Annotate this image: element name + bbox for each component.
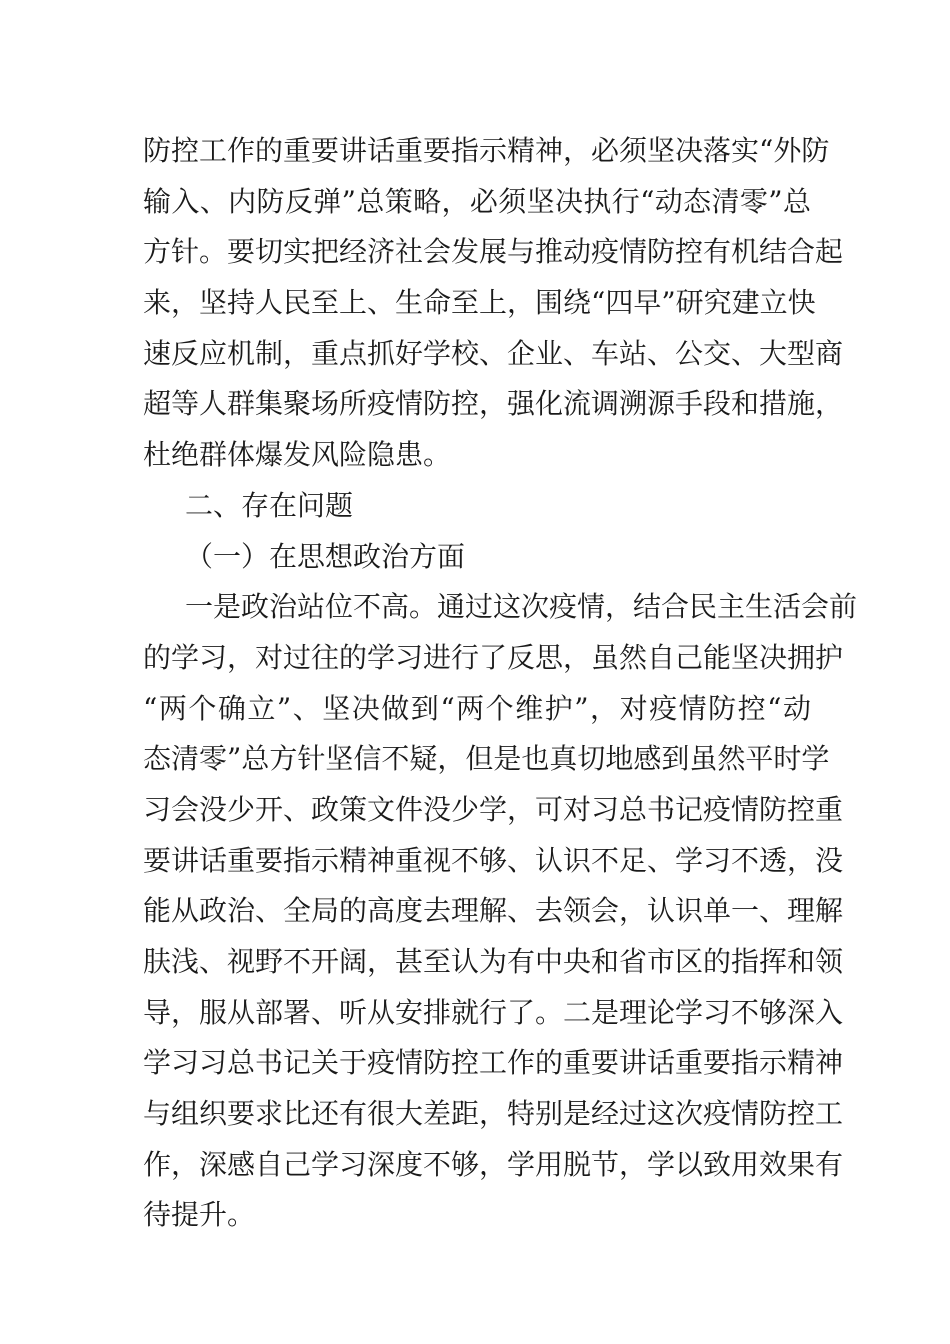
text-line: 防控工作的重要讲话重要指示精神，必须坚决落实“外防 — [143, 134, 830, 167]
text-line: 肤浅、视野不开阔，甚至认为有中央和省市区的指挥和领 — [143, 945, 844, 978]
text-line: 学习习总书记关于疫情防控工作的重要讲话重要指示精神 — [143, 1046, 844, 1080]
text-line: 的学习，对过往的学习进行了反思，虽然自己能坚决拥护 — [143, 640, 844, 674]
text-line: 来，坚持人民至上、生命至上，围绕“四早”研究建立快 — [143, 286, 816, 320]
text-line: “两个确立”、坚决做到“两个维护”，对疫情防控“动 — [143, 691, 811, 725]
text-line: 杜绝群体爆发风险隐患。 — [143, 438, 452, 472]
text-line: 态清零”总方针坚信不疑，但是也真切地感到虽然平时学 — [143, 742, 830, 776]
text-line: 作，深感自己学习深度不够，学用脱节，学以致用效果有 — [143, 1147, 844, 1181]
text-line: 一是政治站位不高。通过这次疫情，结合民主生活会前 — [185, 590, 858, 624]
text-line: 输入、内防反弹”总策略，必须坚决执行“动态清零”总 — [143, 184, 811, 218]
text-line: 方针。要切实把经济社会发展与推动疫情防控有机结合起 — [143, 235, 844, 269]
paragraph-continued — [143, 126, 844, 481]
text-line: 能从政治、全局的高度去理解、去领会，认识单一、理解 — [143, 894, 844, 928]
document-body — [143, 126, 858, 1241]
text-line: 速反应机制，重点抓好学校、企业、车站、公交、大型商 — [143, 336, 844, 370]
text-line: 待提升。 — [143, 1198, 256, 1232]
text-line: 导，服从部署、听从安排就行了。二是理论学习不够深入 — [143, 995, 844, 1029]
subsection-heading: （一）在思想政治方面 — [185, 539, 466, 573]
paragraph-political-stance — [143, 582, 858, 1241]
text-line: 超等人群集聚场所疫情防控，强化流调溯源手段和措施， — [143, 387, 844, 421]
text-line: 与组织要求比还有很大差距，特别是经过这次疫情防控工 — [143, 1097, 844, 1131]
section-heading: 二、存在问题 — [185, 488, 354, 522]
text-line: 要讲话重要指示精神重视不够、认识不足、学习不透，没 — [143, 843, 844, 877]
text-line: 习会没少开、政策文件没少学，可对习总书记疫情防控重 — [143, 792, 844, 826]
